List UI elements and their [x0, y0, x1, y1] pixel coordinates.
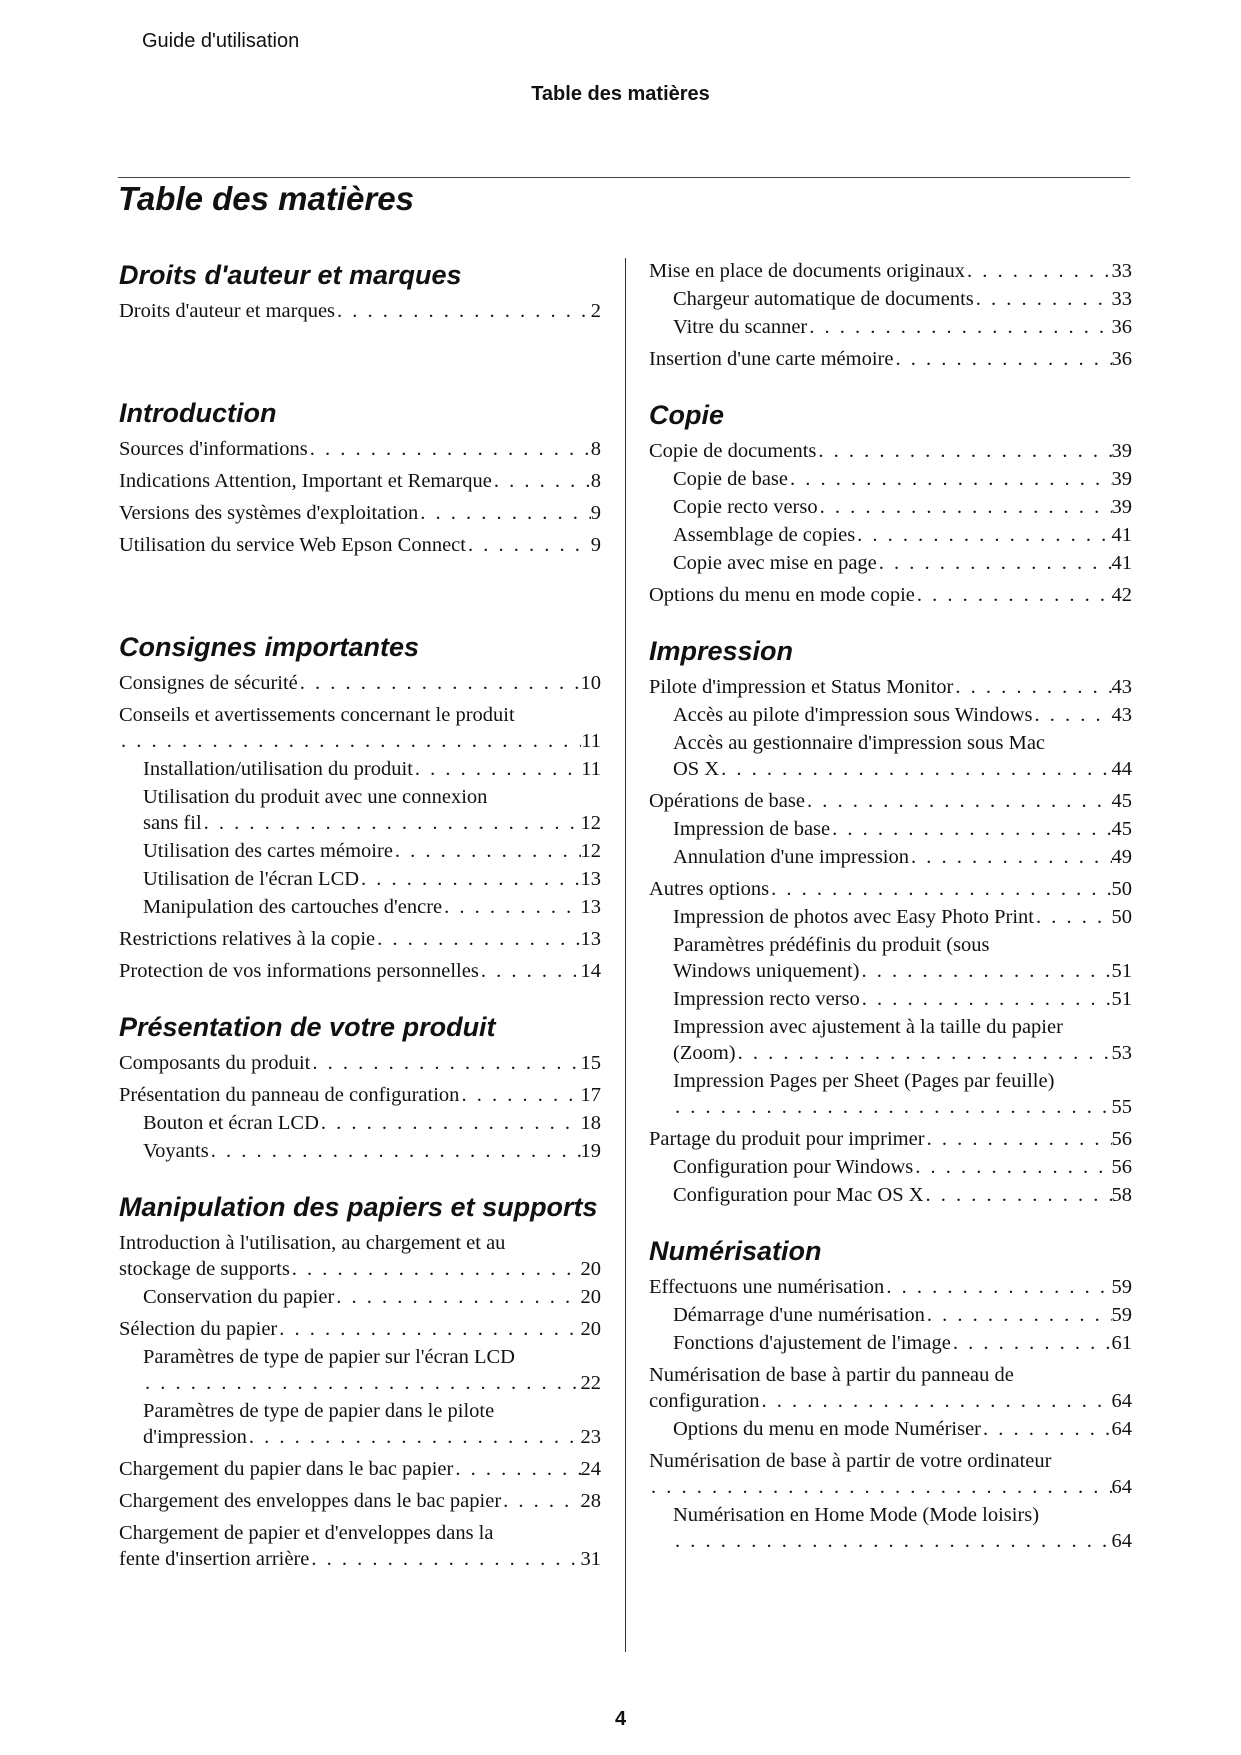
toc-subentry[interactable]: Utilisation de l'écran LCD . . . 13: [119, 866, 601, 892]
toc-subentry[interactable]: Configuration pour Windows . . . 56: [649, 1154, 1132, 1180]
toc-entry[interactable]: Indications Attention, Important et Remarque . . . 8: [119, 468, 601, 494]
toc-entry[interactable]: Conseils et avertissements concernant le produit . . . 11: [119, 702, 601, 754]
toc-entry[interactable]: Consignes de sécurité . . . 10: [119, 670, 601, 696]
toc-section-heading: Consignes importantes: [119, 632, 420, 662]
toc-entry[interactable]: Introduction à l'utilisation, au chargement et au stockage de supports . . . 20: [119, 1230, 601, 1282]
toc-entry[interactable]: Protection de vos informations personnelles . . . 14: [119, 958, 601, 984]
toc-section-heading: Introduction: [119, 398, 277, 428]
toc-subentry[interactable]: Voyants . . . 19: [119, 1138, 601, 1164]
toc-entry[interactable]: Composants du produit . . . 15: [119, 1050, 601, 1076]
toc-entry[interactable]: Options du menu en mode copie . . . 42: [649, 582, 1132, 608]
toc-entry[interactable]: Restrictions relatives à la copie . . . 13: [119, 926, 601, 952]
page-title: Table des matières: [118, 180, 414, 217]
toc-entry[interactable]: Versions des systèmes d'exploitation . . . 9: [119, 500, 601, 526]
toc-subentry[interactable]: Fonctions d'ajustement de l'image . . . 61: [649, 1330, 1132, 1356]
toc-subentry[interactable]: Installation/utilisation du produit . . . 11: [119, 756, 601, 782]
toc-subentry[interactable]: Conservation du papier . . . 20: [119, 1284, 601, 1310]
toc-entry[interactable]: Numérisation de base à partir du panneau de configuration . . . 64: [649, 1362, 1132, 1414]
toc-entry[interactable]: Mise en place de documents originaux . . . 33: [649, 258, 1132, 284]
toc-section-heading: Numérisation: [649, 1236, 822, 1266]
toc-subentry[interactable]: Paramètres de type de papier sur l'écran LCD . . . 22: [119, 1344, 601, 1396]
toc-subentry[interactable]: Accès au pilote d'impression sous Windows . . . 43: [649, 702, 1132, 728]
toc-entry[interactable]: Partage du produit pour imprimer . . . 56: [649, 1126, 1132, 1152]
toc-subentry[interactable]: Impression recto verso . . . 51: [649, 986, 1132, 1012]
toc-entry[interactable]: Chargement du papier dans le bac papier . . . 24: [119, 1456, 601, 1482]
toc-entry[interactable]: Chargement de papier et d'enveloppes dans la fente d'insertion arrière . . . 31: [119, 1520, 601, 1572]
toc-entry[interactable]: Copie de documents . . . 39: [649, 438, 1132, 464]
toc-entry[interactable]: Numérisation de base à partir de votre ordinateur . . . 64: [649, 1448, 1132, 1500]
toc-subentry[interactable]: Copie de base . . . 39: [649, 466, 1132, 492]
toc-subentry[interactable]: Annulation d'une impression . . . 49: [649, 844, 1132, 870]
toc-right-column: [649, 258, 1132, 1554]
toc-subentry[interactable]: Bouton et écran LCD . . . 18: [119, 1110, 601, 1136]
toc-subentry[interactable]: Chargeur automatique de documents . . . 33: [649, 286, 1132, 312]
toc-subentry[interactable]: Démarrage d'une numérisation . . . 59: [649, 1302, 1132, 1328]
page-number: 4: [614, 1708, 627, 1730]
toc-subentry[interactable]: Accès au gestionnaire d'impression sous Mac OS X . . . 44: [649, 730, 1132, 782]
toc-subentry[interactable]: Configuration pour Mac OS X . . . 58: [649, 1182, 1132, 1208]
toc-section-heading: Présentation de votre produit: [119, 1012, 496, 1042]
toc-entry[interactable]: Présentation du panneau de configuration . . . 17: [119, 1082, 601, 1108]
toc-subentry[interactable]: Options du menu en mode Numériser . . . 64: [649, 1416, 1132, 1442]
toc-subentry[interactable]: Copie recto verso . . . 39: [649, 494, 1132, 520]
toc-left-column: [119, 258, 601, 1572]
toc-entry[interactable]: Droits d'auteur et marques . . . 2: [119, 298, 601, 324]
toc-subentry[interactable]: Copie avec mise en page . . . 41: [649, 550, 1132, 576]
toc-entry[interactable]: Autres options . . . 50: [649, 876, 1132, 902]
toc-entry[interactable]: Insertion d'une carte mémoire . . . 36: [649, 346, 1132, 372]
toc-section-heading: Droits d'auteur et marques: [119, 260, 462, 290]
toc-subentry[interactable]: Impression Pages per Sheet (Pages par feuille) . . . 55: [649, 1068, 1132, 1120]
toc-entry[interactable]: Sources d'informations . . . 8: [119, 436, 601, 462]
toc-subentry[interactable]: Impression de photos avec Easy Photo Print . . . 50: [649, 904, 1132, 930]
toc-section-heading: Copie: [649, 400, 725, 430]
toc-subentry[interactable]: Numérisation en Home Mode (Mode loisirs) . . . 64: [649, 1502, 1132, 1554]
toc-subentry[interactable]: Vitre du scanner . . . 36: [649, 314, 1132, 340]
toc-section-heading: Manipulation des papiers et supports: [119, 1192, 598, 1222]
toc-subentry[interactable]: Utilisation des cartes mémoire . . . 12: [119, 838, 601, 864]
toc-entry[interactable]: Opérations de base . . . 45: [649, 788, 1132, 814]
toc-subentry[interactable]: Assemblage de copies . . . 41: [649, 522, 1132, 548]
toc-entry[interactable]: Pilote d'impression et Status Monitor . . . 43: [649, 674, 1132, 700]
column-divider: [625, 258, 626, 1652]
toc-section-heading: Impression: [649, 636, 794, 666]
toc-subentry[interactable]: Impression de base . . . 45: [649, 816, 1132, 842]
toc-subentry[interactable]: Utilisation du produit avec une connexion sans fil . . . 12: [119, 784, 601, 836]
toc-subentry[interactable]: Impression avec ajustement à la taille du papier (Zoom) . . . 53: [649, 1014, 1132, 1066]
running-header-section: Table des matières: [531, 83, 710, 105]
title-rule: [118, 177, 1130, 178]
toc-subentry[interactable]: Paramètres prédéfinis du produit (sous Windows uniquement) . . . 51: [649, 932, 1132, 984]
toc-entry[interactable]: Sélection du papier . . . 20: [119, 1316, 601, 1342]
toc-entry[interactable]: Chargement des enveloppes dans le bac papier . . . 28: [119, 1488, 601, 1514]
toc-entry[interactable]: Effectuons une numérisation . . . 59: [649, 1274, 1132, 1300]
toc-subentry[interactable]: Paramètres de type de papier dans le pilote d'impression . . . 23: [119, 1398, 601, 1450]
toc-entry[interactable]: Utilisation du service Web Epson Connect . . . 9: [119, 532, 601, 558]
toc-subentry[interactable]: Manipulation des cartouches d'encre . . . 13: [119, 894, 601, 920]
running-header-title: Guide d'utilisation: [142, 30, 300, 52]
